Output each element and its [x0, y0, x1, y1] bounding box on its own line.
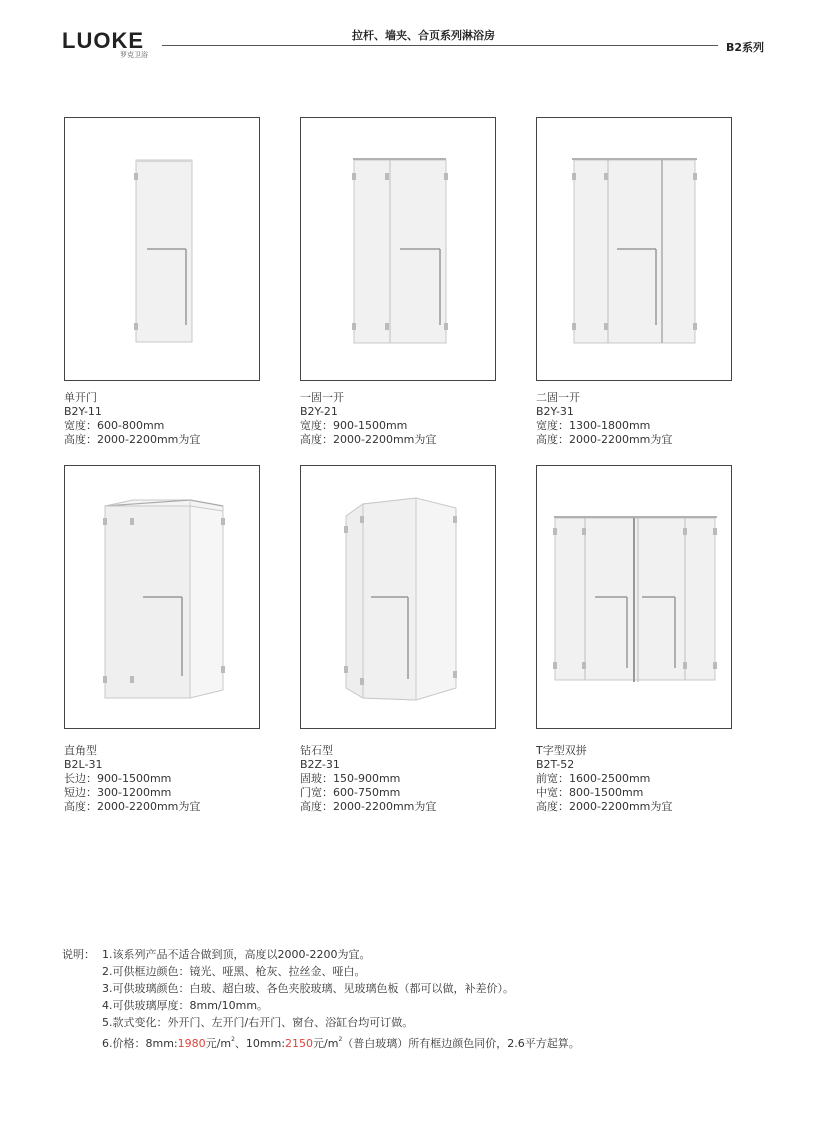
unit-superscript: 2 [338, 1036, 343, 1043]
note-item: 2.可供框边颜色：镜光、哑黑、枪灰、拉丝金、哑白。 [102, 965, 366, 978]
product-model: B2L-31 [64, 758, 103, 771]
note-item: 3.可供玻璃颜色：白玻、超白玻、各色夹胶玻璃、见玻璃色板（都可以做，补差价）。 [102, 982, 514, 995]
product-spec: 宽度：900-1500mm [300, 419, 408, 432]
product-spec: 中宽：800-1500mm [536, 786, 644, 799]
product-spec: 宽度：1300-1800mm [536, 419, 651, 432]
product-spec: 高度：2000-2200mm为宜 [300, 800, 437, 813]
notes-lead: 说明： [62, 948, 95, 961]
product-card-t-shape-double [536, 465, 732, 729]
product-spec: 高度：2000-2200mm为宜 [536, 433, 673, 446]
product-spec: 前宽：1600-2500mm [536, 772, 651, 785]
two-fixed-one-door-icon [537, 118, 733, 382]
product-spec: 高度：2000-2200mm为宜 [64, 800, 201, 813]
logo-text: LUOKE [62, 28, 144, 53]
price-separator: 、10mm: [234, 1037, 286, 1050]
product-card-two-fixed-one-door [536, 117, 732, 381]
product-name: 二固一开 [536, 391, 580, 404]
product-caption-diamond [300, 744, 436, 814]
product-name: 直角型 [64, 744, 97, 757]
product-name: 一固一开 [300, 391, 344, 404]
price-suffix: （普白玻璃）所有框边颜色同价，2.6平方起算。 [342, 1037, 580, 1050]
logo-subtitle: 罗克卫浴 [120, 51, 148, 59]
product-caption-t-shape-double [536, 744, 672, 814]
product-model: B2Z-31 [300, 758, 340, 771]
product-card-single-door [64, 117, 260, 381]
product-model: B2Y-11 [64, 405, 102, 418]
product-caption-single-door [64, 391, 200, 447]
product-spec: 高度：2000-2200mm为宜 [536, 800, 673, 813]
product-caption-two-fixed-one-door [536, 391, 672, 447]
price-prefix: 6.价格：8mm: [102, 1037, 178, 1050]
page-title: 拉杆、墙夹、合页系列淋浴房 [352, 29, 495, 42]
note-item: 5.款式变化：外开门、左开门/右开门、窗台、浴缸台均可订做。 [102, 1016, 414, 1029]
product-card-one-fixed-one-door [300, 117, 496, 381]
product-model: B2Y-31 [536, 405, 574, 418]
price-8mm: 1980 [177, 1037, 206, 1050]
product-spec: 短边：300-1200mm [64, 786, 172, 799]
single-door-icon [65, 118, 261, 382]
price-unit: 元/m [205, 1037, 232, 1050]
product-spec: 高度：2000-2200mm为宜 [64, 433, 201, 446]
product-name: T字型双拼 [536, 744, 587, 757]
product-card-diamond [300, 465, 496, 729]
unit-superscript: 2 [231, 1036, 235, 1043]
brand-logo [62, 28, 148, 59]
product-name: 钻石型 [300, 744, 333, 757]
price-10mm: 2150 [285, 1037, 314, 1050]
product-caption-right-angle [64, 744, 200, 814]
product-model: B2T-52 [536, 758, 575, 771]
right-angle-enclosure-icon [65, 466, 261, 730]
product-spec: 长边：900-1500mm [64, 772, 172, 785]
product-spec: 固玻：150-900mm [300, 772, 401, 785]
note-item: 1.该系列产品不适合做到顶，高度以2000-2200为宜。 [102, 948, 371, 961]
product-spec: 门宽：600-750mm [300, 786, 401, 799]
one-fixed-one-door-icon [301, 118, 497, 382]
product-card-right-angle [64, 465, 260, 729]
diamond-enclosure-icon [301, 466, 497, 730]
price-unit: 元/m [313, 1037, 339, 1050]
product-spec: 高度：2000-2200mm为宜 [300, 433, 437, 446]
product-name: 单开门 [64, 391, 97, 404]
series-label: B2系列 [726, 41, 765, 54]
t-shape-double-enclosure-icon [537, 466, 733, 730]
product-model: B2Y-21 [300, 405, 338, 418]
product-spec: 宽度：600-800mm [64, 419, 165, 432]
product-caption-one-fixed-one-door [300, 391, 436, 447]
header-divider [162, 45, 718, 46]
note-item: 4.可供玻璃厚度：8mm/10mm。 [102, 999, 269, 1012]
